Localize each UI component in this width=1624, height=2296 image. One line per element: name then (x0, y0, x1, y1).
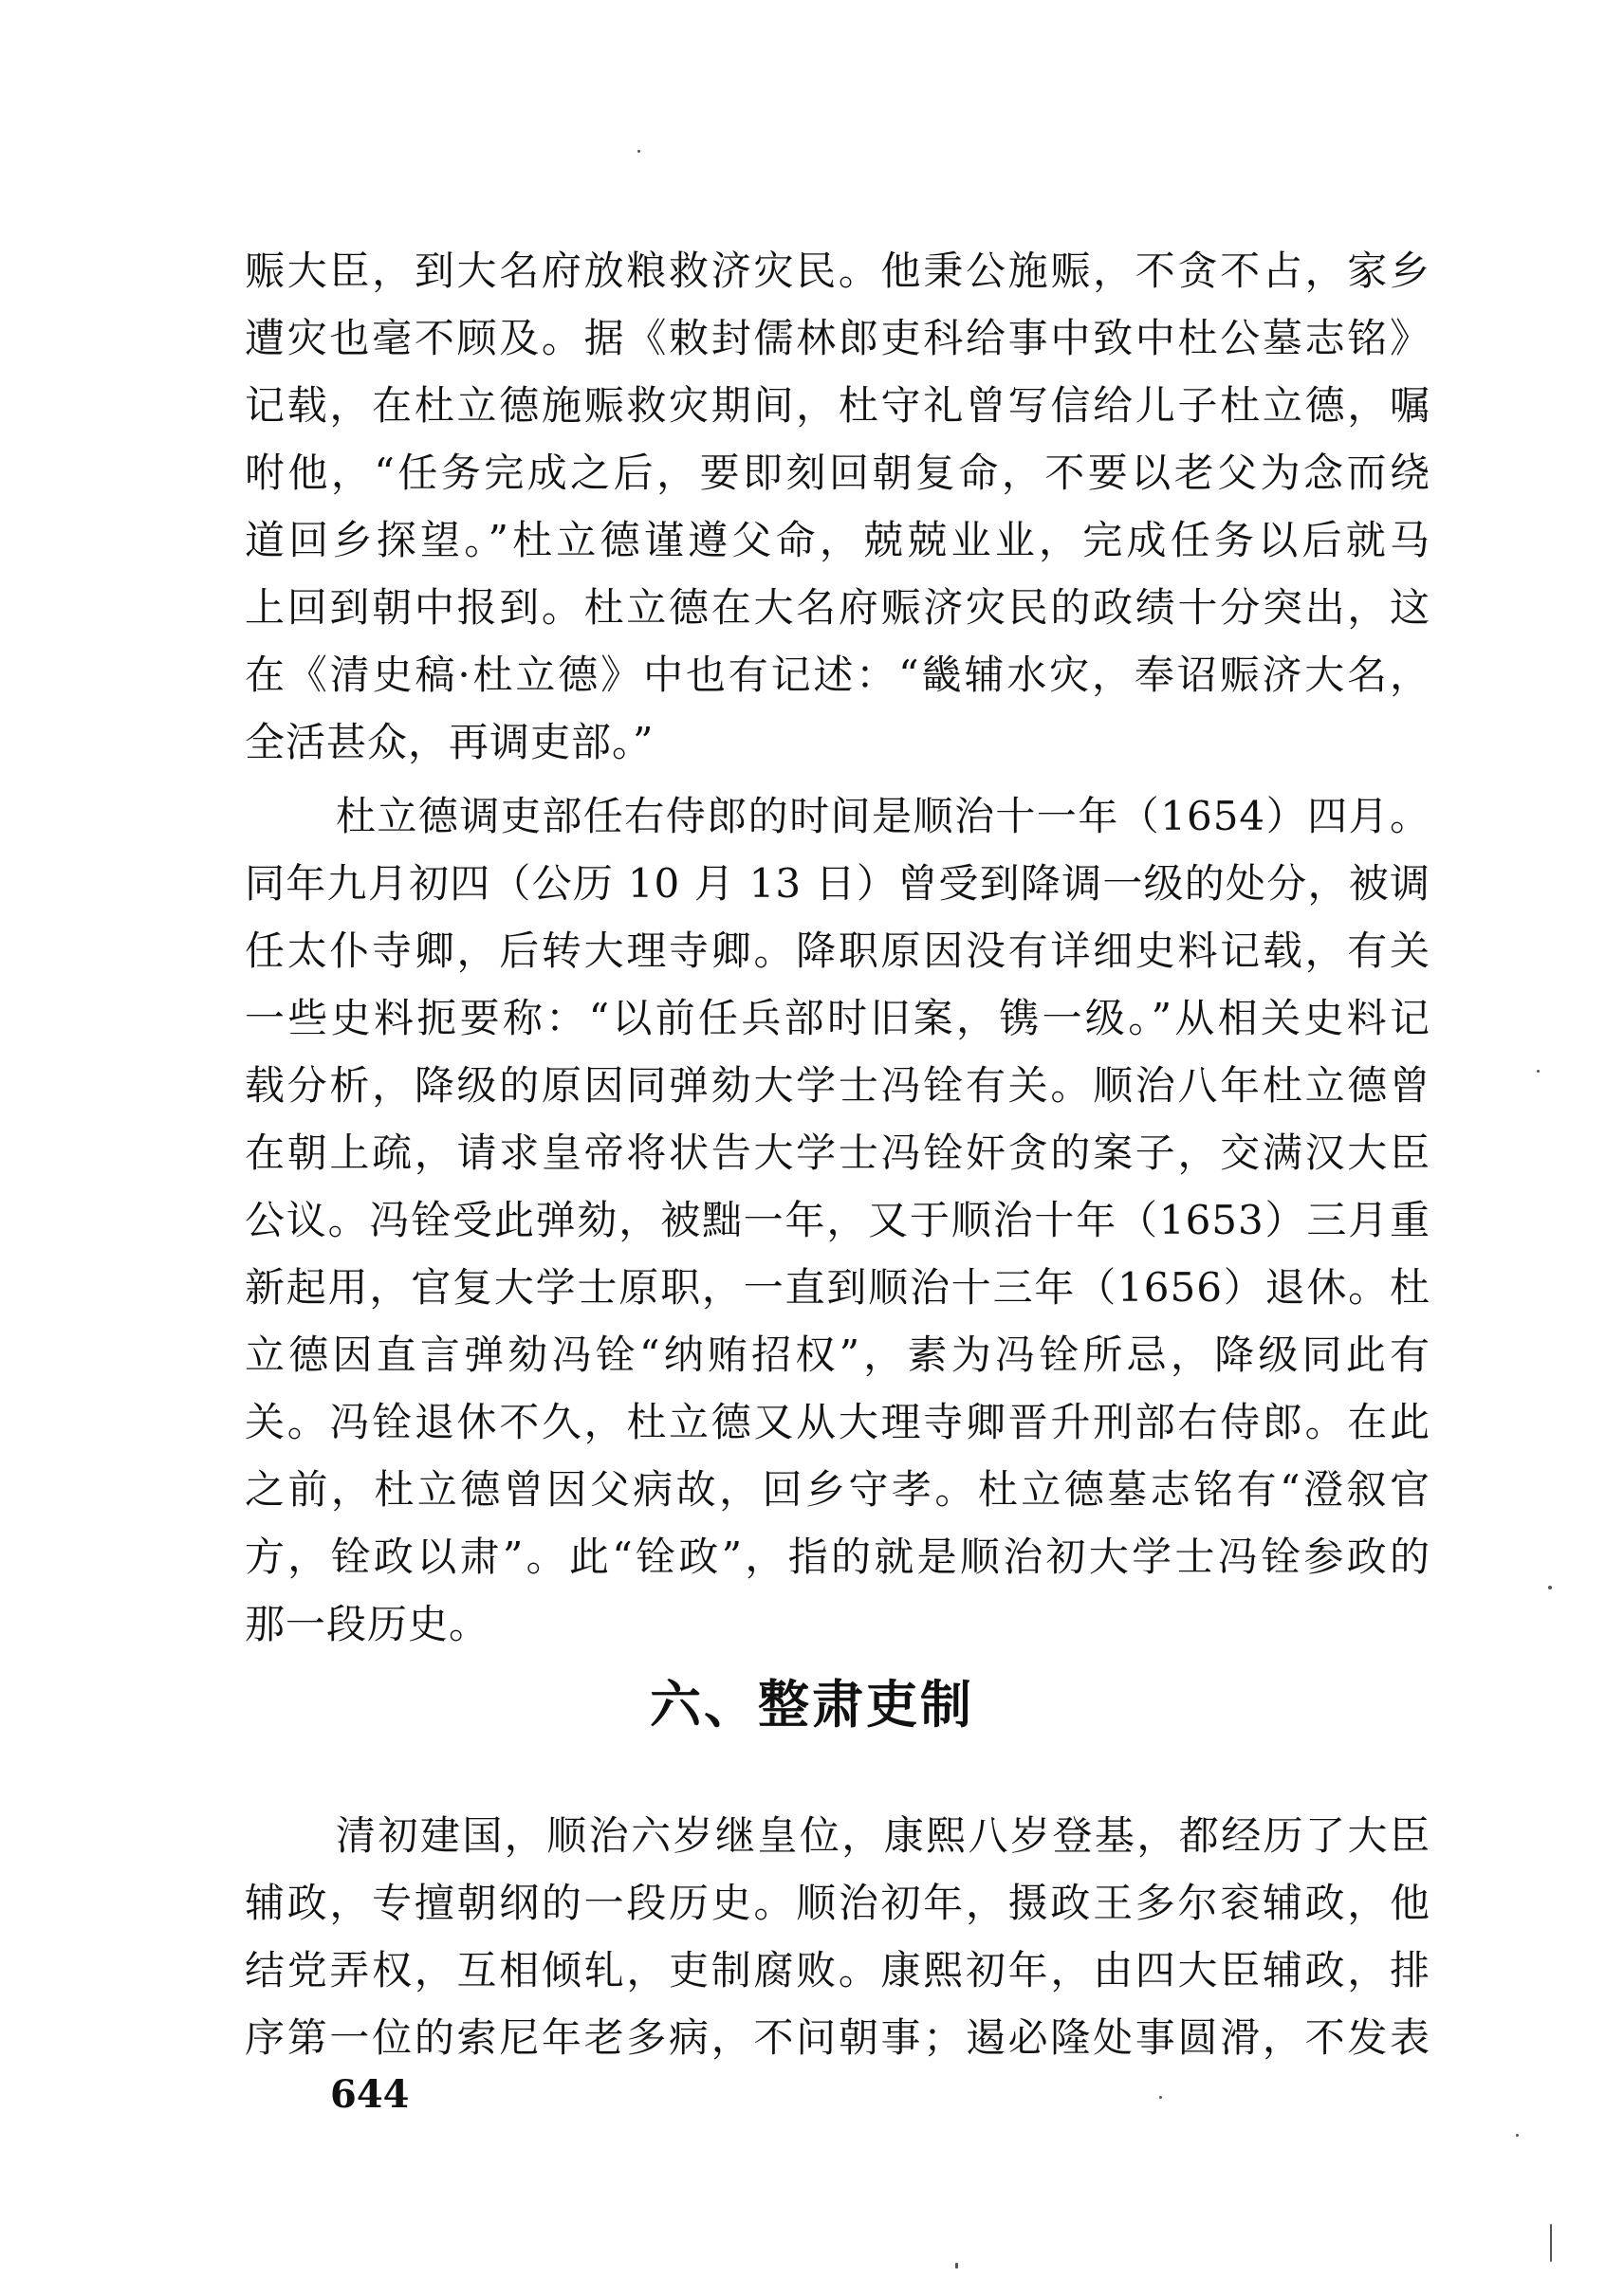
text-line: 之前，杜立德曾因父病故，回乡守孝。杜立德墓志铭有“澄叙官 (245, 1466, 1430, 1513)
section-heading: 六、整肃吏制 (650, 1675, 974, 1735)
scan-speck (1516, 2134, 1519, 2137)
text-line: 一些史料扼要称：“以前任兵部时旧案，镌一级。”从相关史料记 (245, 995, 1430, 1041)
text-line: 任太仆寺卿，后转大理寺卿。降职原因没有详细史料记载，有关 (245, 928, 1430, 974)
scan-speck (1537, 1070, 1540, 1073)
text-line: 关。冯铨退休不久，杜立德又从大理寺卿晋升刑部右侍郎。在此 (245, 1399, 1430, 1445)
text-line: 全活甚众，再调吏部。” (245, 719, 655, 765)
scan-speck (1548, 1586, 1552, 1589)
text-line: 赈大臣，到大名府放粮救济灾民。他秉公施赈，不贪不占，家乡 (245, 248, 1430, 294)
text-line: 序第一位的索尼年老多病，不问朝事；遏必隆处事圆滑，不发表 (245, 2014, 1430, 2061)
text-line: 新起用，官复大学士原职，一直到顺治十三年（1656）退休。杜 (245, 1264, 1430, 1311)
text-line: 载分析，降级的原因同弹劾大学士冯铨有关。顺治八年杜立德曾 (245, 1062, 1430, 1109)
text-line: 杜立德调吏部任右侍郎的时间是顺治十一年（1654）四月。 (336, 793, 1430, 839)
scan-speck (955, 2263, 958, 2268)
text-line: 立德因直言弹劾冯铨“纳贿招权”，素为冯铨所忌，降级同此有 (245, 1332, 1430, 1378)
scan-speck (1550, 2224, 1552, 2262)
scan-speck (1159, 2096, 1162, 2099)
text-line: 同年九月初四（公历 10 月 13 日）曾受到降调一级的处分，被调 (245, 860, 1430, 907)
text-line: 结党弄权，互相倾轧，吏制腐败。康熙初年，由四大臣辅政，排 (245, 1947, 1430, 1993)
paragraph-1 (245, 237, 1430, 776)
text-line: 咐他，“任务完成之后，要即刻回朝复命，不要以老父为念而绕 (245, 450, 1430, 496)
text-line: 清初建国，顺治六岁继皇位，康熙八岁登基，都经历了大臣 (336, 1812, 1430, 1859)
scan-speck (637, 150, 640, 153)
text-line: 上回到朝中报到。杜立德在大名府赈济灾民的政绩十分突出，这 (245, 584, 1430, 631)
text-line: 方，铨政以肃”。此“铨政”，指的就是顺治初大学士冯铨参政的 (245, 1534, 1430, 1580)
text-line: 那一段历史。 (245, 1601, 490, 1647)
text-line: 公议。冯铨受此弹劾，被黜一年，又于顺治十年（1653）三月重 (245, 1197, 1430, 1243)
text-line: 记载，在杜立德施赈救灾期间，杜守礼曾写信给儿子杜立德，嘱 (245, 382, 1430, 429)
text-line: 在《清史稿·杜立德》中也有记述：“畿辅水灾，奉诏赈济大名， (245, 652, 1430, 698)
text-line: 遭灾也毫不顾及。据《敕封儒林郎吏科给事中致中杜公墓志铭》 (245, 315, 1430, 361)
text-line: 道回乡探望。”杜立德谨遵父命，兢兢业业，完成任务以后就马 (245, 517, 1430, 563)
text-line: 在朝上疏，请求皇帝将状告大学士冯铨奸贪的案子，交满汉大臣 (245, 1130, 1430, 1176)
page-number: 644 (330, 2072, 410, 2117)
text-line: 辅政，专擅朝纲的一段历史。顺治初年，摄政王多尔衮辅政，他 (245, 1880, 1430, 1926)
paragraph-2 (245, 782, 1430, 1658)
section-paragraph (245, 1802, 1430, 2071)
